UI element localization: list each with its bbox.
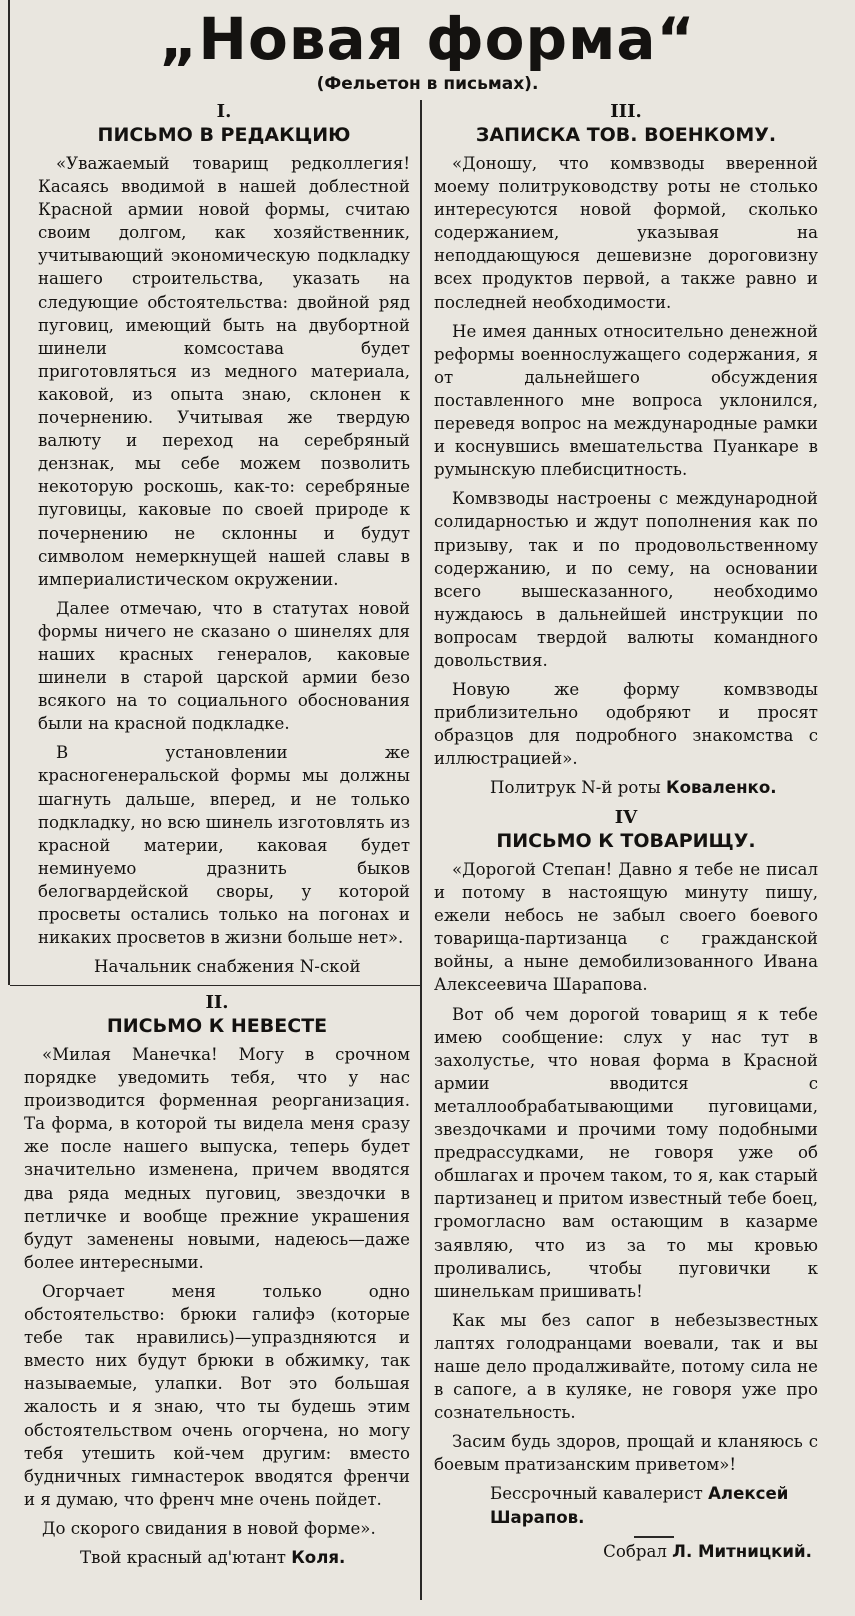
dash-separator	[634, 1536, 674, 1538]
section-number: I.	[216, 102, 232, 122]
paragraph: Огорчает меня только одно обстоятельство: брюки галифэ (которые тебе так нравились)—упраздняются и вместо них будут брюки в обжимку, так называемые, улапки. Вот это большая жалость и я знаю, что ты будешь этим обстоятельством очень огорчена, но могу тебя утешить кой-чем другим: вместо будничных гимнастерок вводятся френчи и я думаю, что френч мне очень пойдет.	[24, 1281, 410, 1509]
section-heading: ПИСЬМО К НЕВЕСТЕ	[106, 1015, 328, 1037]
paragraph: Комвзводы настроены с международной солидарностью и ждут пополнения как по призыву, так и по продовольственному содержанию, и по сему, на основании всего вышесказанного, необходимо нуждаюсь в дальнейшей инструкции по вопросам твердой валюты командного довольствия.	[434, 489, 818, 670]
paragraph: Далее отмечаю, что в статутах новой формы ничего не сказано о шинелях для наших красных генералов, каковые шинели в старой царской армии безо всякого на то социального обоснования были на красной подкладке.	[38, 598, 410, 734]
section-number: IV	[614, 808, 638, 828]
signature	[434, 1482, 818, 1530]
paragraph: Не имея данных относительно денежной реформы военнослужащего содержания, я от дальнейшего обсуждения поставленного мне вопроса уклонился, переведя вопрос на международные рамки и коснувшись вмешательства Пуанкаре в румынскую плебисцитность.	[434, 321, 818, 480]
letter-to-comrade	[434, 808, 818, 1608]
section-number: III.	[610, 102, 642, 122]
section-heading: ЗАПИСКА ТОВ. ВОЕНКОМУ.	[475, 124, 777, 146]
signature-text: Твой красный ад'ютант	[80, 1547, 286, 1567]
signature-text: Бессрочный кавалерист	[490, 1484, 703, 1504]
signature-text: Начальник снабжения N-ской	[94, 957, 361, 977]
section-divider	[10, 985, 420, 986]
signature	[38, 955, 410, 982]
paragraph: В установлении же красногенеральской формы мы должны шагнуть дальше, вперед, и не только подкладку, но всю шинель изготовлять из красной материи, каковая будет неминуемо дразнить быков белогвардейской своры, у которой просветы остались только на погонах и никаких просветов в жизни больше нет».	[38, 743, 410, 948]
signature-name: Алексей Шарапов.	[490, 1484, 789, 1528]
collector-signature	[434, 1540, 818, 1564]
signature-name: Коля.	[291, 1547, 346, 1567]
column-divider	[420, 100, 422, 1600]
paragraph: «Доношу, что комвзводы вверенной моему политруководству роты не столько интересуются новой формой, сколько содержанием, указывая на неподдающуюся дешевизне дороговизну всех продуктов первой, а также равно и последней необходимости.	[434, 154, 818, 312]
paragraph: Засим будь здоров, прощай и кланяюсь с боевым пратизанским приветом»!	[434, 1432, 818, 1475]
paragraph: Вот об чем дорогой товарищ я к тебе имею сообщение: слух у нас тут в захолустье, что новая форма в Красной армии вводится с металлообрабатывающими пуговицами, звездочками и прочими тому подобными предрассудками, не говоря уже об обшлагах и прочем таком, то я, как старый партизанец и притом известный тебе боец, громогласно вам остающим в казарме заявляю, что из за то мы кровью проливались, чтобы пуговички к шинелькам пришивать!	[434, 1004, 818, 1301]
section-number: II.	[205, 993, 229, 1013]
signature	[24, 1546, 410, 1570]
letter-to-bride	[24, 993, 410, 1609]
section-heading: ПИСЬМО В РЕДАКЦИЮ	[97, 124, 351, 146]
signature-text: Политрук N-й роты	[490, 778, 661, 798]
collector-name: Л. Митницкий.	[672, 1542, 812, 1562]
paragraph: До скорого свидания в новой форме».	[42, 1518, 376, 1538]
paragraph: «Милая Манечка! Могу в срочном порядке уведомить тебя, что у нас производится форменная реорганизация. Та форма, в которой ты видела меня сразу же после нашего выпуска, теперь будет значительно изменена, причем вводятся два ряда медных пуговиц, звездочки в петличке и вообще прежние украшения будут заменены новыми, надеюсь—даже более интересными.	[24, 1045, 410, 1272]
paragraph: Как мы без сапог в небезызвестных лаптях голодранцами воевали, так и вы наше дело продалживайте, потому сила не в сапоге, а в куляке, не говоря уже про сознательность.	[434, 1310, 818, 1423]
paragraph: Новую же форму комвзводы приблизительно одобряют и просят образцов для подробного знакомства с иллюстрацией».	[434, 680, 818, 769]
left-edge-rule	[8, 0, 10, 985]
feuilleton-subtitle: (Фельетон в письмах).	[316, 74, 539, 94]
masthead	[0, 0, 855, 94]
feuilleton-title: „Новая форма“	[159, 5, 696, 73]
signature-name	[172, 981, 274, 982]
signature-name: Коваленко.	[666, 778, 777, 798]
collector-text: Собрал	[603, 1542, 667, 1562]
paragraph: «Дорогой Степан! Давно я тебе не писал и потому в настоящую минуту пишу, ежели небось не забыл своего боевого товарища-партизанца с гражданской войны, а ныне демобилизованного Ивана Алексеевича Шарапова.	[434, 860, 818, 995]
letter-to-editorial	[38, 102, 410, 982]
section-heading: ПИСЬМО К ТОВАРИЩУ.	[496, 830, 756, 852]
note-to-military-commissar	[434, 102, 818, 802]
signature	[434, 776, 818, 800]
paragraph: «Уважаемый товарищ редколлегия! Касаясь вводимой в нашей доблестной Красной армии новой формы, считаю своим долгом, как хозяйственник, учитывающий экономическую подкладку нашего строительства, указать на следующие обстоятельства: двойной ряд пуговиц, имеющий быть на двубортной шинели комсостава будет приготовляться из медного материала, каковой, из опыта знаю, склонен к почернению. Учитывая же твердую валюту и переход на серебряный дензнак, мы себе можем позволить некоторую роскошь, как-то: серебряные пуговицы, каковые по своей природе к почернению не склонны и будут символом немеркнущей нашей славы в империалистическом окружении.	[38, 154, 410, 589]
